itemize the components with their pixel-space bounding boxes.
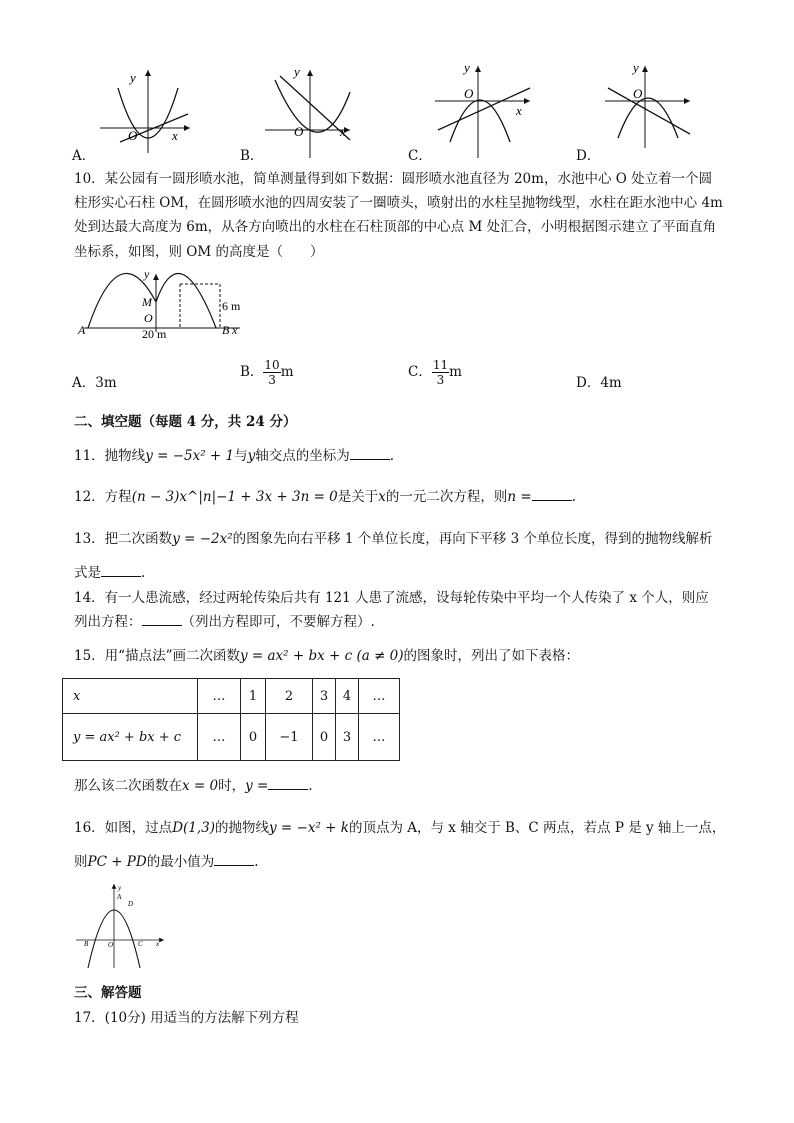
fig-b-label: B [222,323,230,337]
axis-y-label: y [294,64,300,79]
q10-option-c-fraction: $\frac{11}{3}$ [432,358,449,387]
table-row: x … 1 2 3 4 … [63,679,400,714]
q10-option-c[interactable] [408,358,462,387]
q16-line-2: 则PC + PD的最小值为 . [74,854,259,870]
axis-y-label: y [633,60,639,75]
axis-x-label: x [516,103,522,118]
fig16-c-label: C [138,940,143,948]
q14-line-2: 列出方程： （列出方程即可，不要解方程）. [74,614,375,630]
fig-width-label: 20 m [142,327,167,340]
q10-option-b-unit: m [280,364,294,380]
q10-option-b-prefix: B． [240,364,264,380]
q15-question: 那么该二次函数在x = 0时，y = . [74,778,313,794]
q10-line-3: 处到达最大高度为 6m，从各方向喷出的水柱在石柱顶部的中心点 M 处汇合，小明根据图示建立了平面直角 [74,219,717,235]
q13-line-1: 13．把二次函数y = −2x²的图象先向右平移 1 个单位长度，再向下平移 3 个单位长度，得到的抛物线解析 [74,531,713,547]
q16-answer-blank[interactable] [214,853,254,866]
fig-x-label: x [232,323,238,337]
origin-label: O [464,86,474,101]
origin-label: O [128,128,138,143]
fig16-d-label: D [128,900,134,908]
q12-formula: (n − 3)x^|n|−1 + 3x + 3n = 0 [131,489,338,505]
q9-graphs [60,58,720,162]
q12: 12．方程(n − 3)x^|n|−1 + 3x + 3n = 0是关于x的一元二次方程，则n = . [74,489,577,505]
q15-table [62,678,400,761]
fig-m-label: M [142,295,152,309]
section-3-heading: 三、解答题 [74,985,142,1001]
q14-line-1: 14．有一人患流感，经过两轮传染后共有 121 人患了流感，设每轮传染中平均一个人传染了 x 个人，则应 [74,590,709,606]
q9-graph-a [100,70,190,153]
fig-y-label: y [144,267,150,281]
q9-graph-b [265,64,350,158]
q10-line-2: 柱形实心石柱 OM，在圆形喷水池的四周安装了一圈喷头，喷射出的水柱呈抛物线型，水柱在距水池中心 4m [74,195,723,211]
q9-graph-c [435,60,530,158]
q11-answer-blank[interactable] [350,447,390,460]
q16-line-1: 16．如图，过点D(1,3)的抛物线y = −x² + k的顶点为 A，与 x 轴交于 B、C 两点，若点 P 是 y 轴上一点， [74,820,726,836]
origin-label: O [294,124,304,139]
fig16-a-label: A [117,893,122,901]
q15-answer-blank[interactable] [268,777,308,790]
axis-x-label: x [340,124,346,139]
q9-option-a[interactable]: A． [72,148,96,164]
fig-height-label: 6 m [222,299,241,313]
q9-option-b[interactable]: B． [240,148,264,164]
q15-intro: 15．用“描点法”画二次函数y = ax² + bx + c (a ≠ 0)的图象时，列出了如下表格： [74,648,580,664]
fig16-o-label: O [108,941,114,949]
q10-line-1: 10．某公园有一圆形喷水池，简单测量得到如下数据：圆形喷水池直径为 20m，水池中心 O 处立着一个圆 [74,171,713,187]
fig-a-label: A [78,323,86,337]
q10-option-b[interactable] [240,358,294,387]
q10-option-b-fraction: $\frac{10}{3}$ [264,358,280,387]
q10-option-c-unit: m [449,364,462,380]
q14-answer-blank[interactable] [142,613,182,626]
q10-option-c-prefix: C． [408,364,432,380]
q10-option-d[interactable]: D．4m [576,375,622,391]
q12-answer-blank[interactable] [532,488,572,501]
q11: 11．抛物线y = −5x² + 1与y轴交点的坐标为 . [74,448,395,464]
q16-parabola-figure [74,882,170,970]
q10-line-4: 坐标系，如图，则 OM 的高度是（ ） [74,244,324,260]
q13-answer-blank[interactable] [101,564,141,577]
q15-formula: y = ax² + bx + c (a ≠ 0) [239,648,404,664]
q13-line-2: 式是 . [74,565,146,581]
table-row: y = ax² + bx + c … 0 −1 0 3 … [63,714,400,761]
q9-option-c[interactable]: C． [408,148,432,164]
q10-option-a[interactable]: A．3m [72,375,117,391]
q9-graph-d [605,60,690,148]
fig16-x-label: x [156,940,160,948]
q10-fountain-figure [76,264,246,340]
fig-o-label: O [144,311,153,325]
axis-x-label: x [172,128,178,143]
fig16-b-label: B [84,940,89,948]
fig16-y-label: y [118,884,122,892]
q11-formula: y = −5x² + 1 [145,448,235,464]
q17: 17．(10分) 用适当的方法解下列方程 [74,1010,299,1026]
q9-option-d[interactable]: D． [576,148,601,164]
axis-y-label: y [464,60,470,75]
section-2-heading: 二、填空题（每题 4 分，共 24 分） [74,414,297,430]
axis-y-label: y [130,70,136,85]
q13-formula: y = −2x² [172,531,233,547]
origin-label: O [633,86,643,101]
